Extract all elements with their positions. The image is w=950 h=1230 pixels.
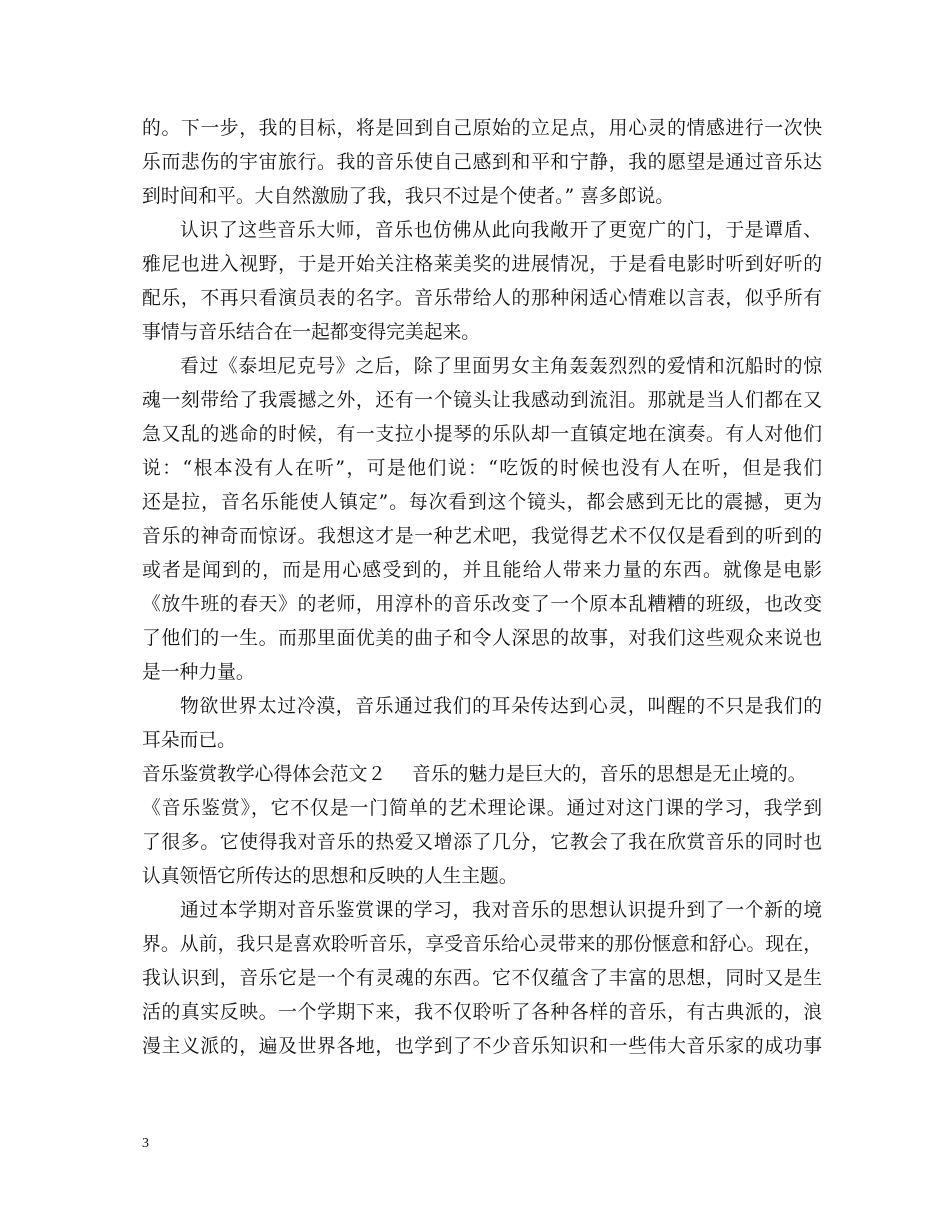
section-title: 音乐鉴赏教学心得体会范文２ [142,764,387,785]
text-line: 配乐，不再只看演员表的名字。音乐带给人的那种闲适心情难以言表，似乎所有 [142,288,822,309]
text-line: 物欲世界太过冷漠，音乐通过我们的耳朵传达到心灵，叫醒的不只是我们的 [180,696,822,717]
section-heading-line [142,758,822,792]
text-line: 了很多。它使得我对音乐的热爱又增添了几分，它教会了我在欣赏音乐的同时也 [142,832,822,853]
text-line: 到时间和平。大自然激励了我，我只不过是个使者。” 喜多郎说。 [142,186,675,207]
text-line: 看过《泰坦尼克号》之后，除了里面男女主角轰轰烈烈的爱情和沉船时的惊 [180,356,822,377]
text-line: 还是拉，音名乐能使人镇定”。每次看到这个镜头，都会感到无比的震撼，更为 [142,492,822,513]
text-line: 的。下一步，我的目标，将是回到自己原始的立足点，用心灵的情感进行一次快 [142,118,822,139]
section-first-sentence: 音乐的魅力是巨大的，音乐的思想是无止境的。 [412,764,807,785]
text-line: 认真领悟它所传达的思想和反映的人生主题。 [142,866,518,887]
text-line: 耳朵而已。 [142,730,236,751]
text-line: 通过本学期对音乐鉴赏课的学习，我对音乐的思想认识提升到了一个新的境 [180,900,822,921]
text-line: 活的真实反映。一个学期下来，我不仅聆听了各种各样的音乐，有古典派的，浪 [142,1002,822,1023]
text-line: 说：“根本没有人在听”，可是他们说：“吃饭的时候也没有人在听，但是我们 [142,458,822,479]
text-line: 《放牛班的春天》的老师，用淳朴的音乐改变了一个原本乱糟糟的班级，也改变 [142,594,822,615]
text-line: 雅尼也进入视野，于是开始关注格莱美奖的进展情况，于是看电影时听到好听的 [142,254,822,275]
section-2 [142,758,822,1064]
text-line: 或者是闻到的，而是用心感受到的，并且能给人带来力量的东西。就像是电影 [142,560,822,581]
paragraph-1 [142,112,822,214]
text-line: 事情与音乐结合在一起都变得完美起来。 [142,322,481,343]
text-line: 《音乐鉴赏》，它不仅是一门简单的艺术理论课。通过对这门课的学习，我学到 [142,798,822,819]
text-line: 我认识到，音乐它是一个有灵魂的东西。它不仅蕴含了丰富的思想，同时又是生 [142,968,822,989]
document-body [142,112,822,1064]
page-number: 3 [142,1136,149,1151]
text-line: 了他们的一生。而那里面优美的曲子和令人深思的故事，对我们这些观众来说也 [142,628,822,649]
text-line: 急又乱的逃命的时候，有一支拉小提琴的乐队却一直镇定地在演奏。有人对他们 [142,424,822,445]
text-line: 魂一刻带给了我震撼之外，还有一个镜头让我感动到流泪。那就是当人们都在又 [142,390,822,411]
paragraph-3 [142,350,822,690]
text-line: 漫主义派的，遍及世界各地，也学到了不少音乐知识和一些伟大音乐家的成功事 [142,1036,822,1057]
text-line: 界。从前，我只是喜欢聆听音乐，享受音乐给心灵带来的那份惬意和舒心。现在， [142,934,822,955]
paragraph-4 [142,690,822,758]
paragraph-2 [142,214,822,350]
text-line: 音乐的神奇而惊讶。我想这才是一种艺术吧，我觉得艺术不仅仅是看到的听到的 [142,526,822,547]
text-line: 认识了这些音乐大师，音乐也仿佛从此向我敞开了更宽广的门，于是谭盾、 [180,220,822,241]
text-line: 是一种力量。 [142,662,255,683]
text-line: 乐而悲伤的宇宙旅行。我的音乐使自己感到和平和宁静，我的愿望是通过音乐达 [142,152,822,173]
